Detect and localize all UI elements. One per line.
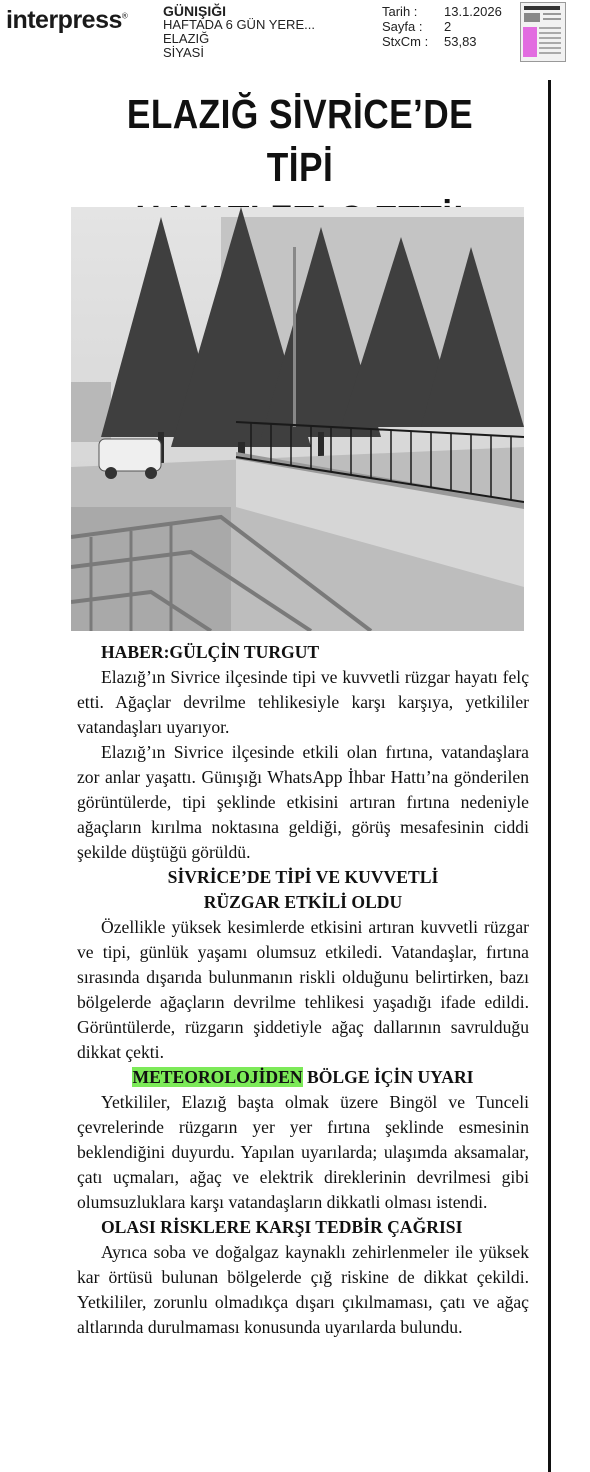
interpress-logo [6,6,127,35]
publication-category: SİYASİ [163,45,204,60]
paragraph-4: Yetkililer, Elazığ başta olmak üzere Bingöl ve Tunceli çevrelerinde rüzgarın yer yer fırtına şeklinde esmesinin beklendiğini duyurdu. Yapılan uyarılarda; ulaşımda aksamalar, çatı uçmaları, ağaç ve elektrik direklerinin devrilmesi gibi olumsuzluklara karşı vatandaşların dikkatli olması istendi. [77,1092,529,1212]
publication-frequency: HAFTADA 6 GÜN YERE... [163,17,315,32]
registered-mark: ® [121,11,128,21]
keyword-highlight: METEOROLOJİDEN [132,1067,303,1087]
article-body [77,640,529,1340]
page-value: 2 [444,19,452,34]
page-label: Sayfa : [382,19,423,34]
paragraph-5: Ayrıca soba ve doğalgaz kaynaklı zehirlenmeler ile yüksek kar örtüsü bulunan bölgelerde çığ riskine de dikkat çekildi. Yetkililer, zorunlu olmadıkça dışarı çıkılmaması, çatı ve ağaç altlarında durulmaması konusunda uyarılarda bulundu. [77,1242,529,1337]
page-thumbnail[interactable] [520,2,566,62]
logo-text: interpress [6,6,122,34]
clipping-meta [382,4,502,49]
date-row [382,4,502,19]
stxcm-value: 53,83 [444,34,477,49]
paragraph-2: Elazığ’ın Sivrice ilçesinde etkili olan fırtına, vatandaşlara zor anlar yaşattı. Günışığı WhatsApp İhbar Hattı’na gönderilen görüntülerde, tipi şeklinde etkisini artıran fırtına nedeniyle ağaçların kırılma noktasına geldiği, görüş mesafesinin ciddi şekilde düştüğü görüldü. [77,742,529,862]
subheading-2 [77,1065,529,1090]
subheading-2-rest: BÖLGE İÇİN UYARI [302,1067,474,1087]
subheading-3: OLASI RİSKLERE KARŞI TEDBİR ÇAĞRISI [101,1217,463,1237]
clipping-location-marker [523,27,537,57]
paragraph-3: Özellikle yüksek kesimlerde etkisini artıran kuvvetli rüzgar ve tipi, günlük yaşamı olumsuz etkiledi. Vatandaşlar, fırtına sırasında dışarıda bulunmanın riskli olduğunu belirtirken, bazı bölgelerde ağaçların devrilme tehlikesi yaşadığı ifade edildi. Görüntülerde, rüzgarın şiddetiyle ağaç dallarının savrulduğu dikkat çekti. [77,917,529,1062]
byline: HABER:GÜLÇİN TURGUT [101,642,320,662]
paragraph-1: Elazığ’ın Sivrice ilçesinde tipi ve kuvvetli rüzgar hayatı felç etti. Ağaçlar devrilme tehlikesiyle karşı karşıya, yetkililer vatandaşları uyarıyor. [77,667,529,737]
date-label: Tarih : [382,4,418,19]
page-row [382,19,502,34]
publication-city: ELAZIĞ [163,31,210,46]
subheading-1 [77,865,529,915]
subheading-1-line-1: SİVRİCE’DE TİPİ VE KUVVETLİ [167,867,439,887]
headline-line-1: ELAZIĞ SİVRİCE’DE TİPİ [126,91,474,190]
news-photo [71,207,524,631]
stxcm-row [382,34,502,49]
column-rule [548,80,551,1472]
publication-info [163,4,315,60]
date-value: 13.1.2026 [444,4,502,19]
subheading-1-line-2: RÜZGAR ETKİLİ OLDU [203,892,403,912]
publication-name: GÜNIŞIĞI [163,3,227,19]
stxcm-label: StxCm : [382,34,429,49]
